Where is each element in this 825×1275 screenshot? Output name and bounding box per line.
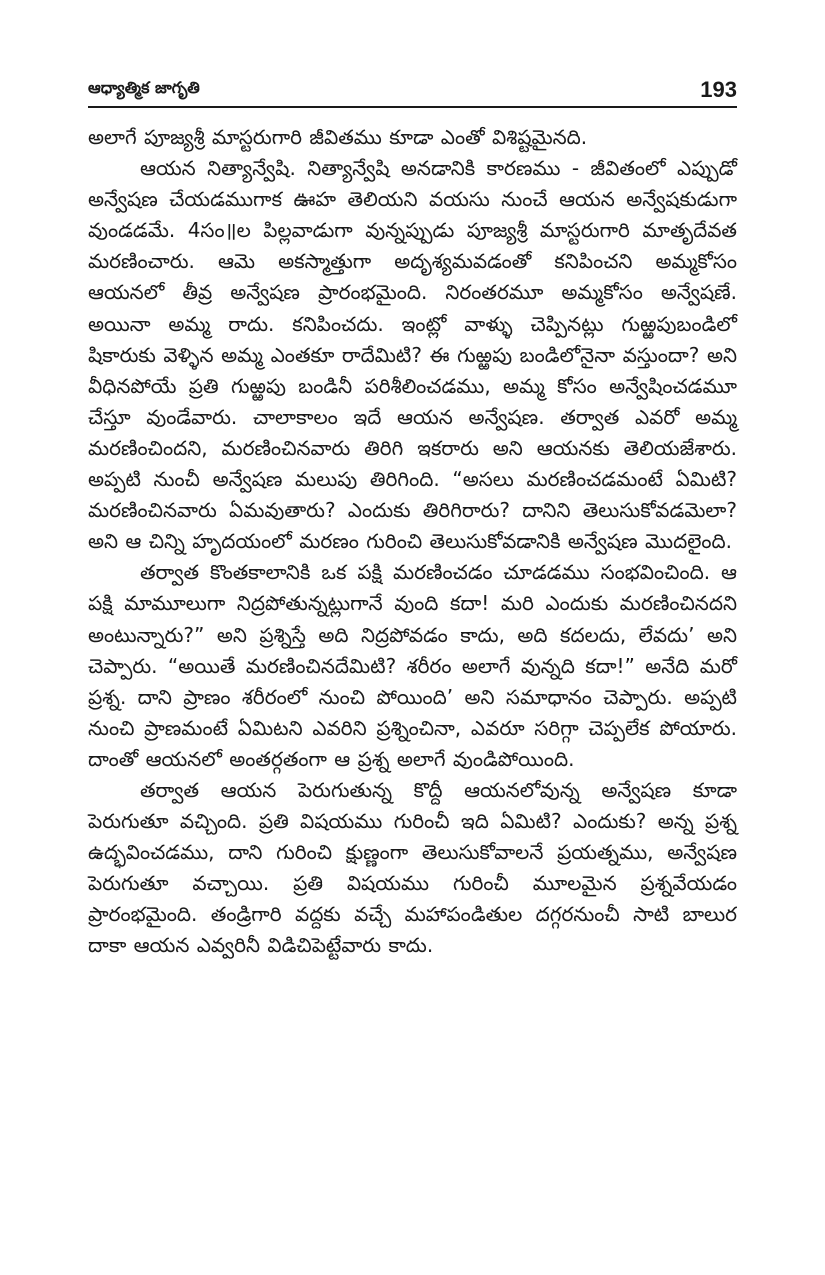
body-text: [88, 122, 737, 962]
page-number: 193: [700, 77, 737, 102]
book-page: [88, 72, 737, 1212]
paragraph: తర్వాత ఆయన పెరుగుతున్న కొద్దీ ఆయనలోవున్న అన్వేషణ కూడా పెరుగుతూ వచ్చింది. ప్రతి విషయము గురించీ ఇది ఏమిటి? ఎందుకు? అన్న ప్రశ్న ఉద్భవించడము, దాని గురించి క్షుణ్ణంగా తెలుసుకోవాలనే ప్రయత్నము, అన్వేషణ పెరుగుతూ వచ్చాయి. ప్రతి విషయము గురించీ మూలమైన ప్రశ్నవేయడం ప్రారంభమైంది. తండ్రిగారి వద్దకు వచ్చే మహాపండితుల దగ్గరనుంచీ సాటి బాలుర దాకా ఆయన ఎవ్వరినీ విడిచిపెట్టేవారు కాదు.: [88, 777, 737, 958]
paragraph: ఆయన నిత్యాన్వేషి. నిత్యాన్వేషి అనడానికి కారణము - జీవితంలో ఎప్పుడో అన్వేషణ చేయడముగాక ఊహ తెలియని వయసు నుంచే ఆయన అన్వేషకుడుగా వుండడమే. 4సం॥ల పిల్లవాడుగా వున్నప్పుడు పూజ్యశ్రీ మాస్టరుగారి మాతృదేవత మరణించారు. ఆమె అకస్మాత్తుగా అదృశ్యమవడంతో కనిపించని అమ్మకోసం ఆయనలో తీవ్ర అన్వేషణ ప్రారంభమైంది. నిరంతరమూ అమ్మకోసం అన్వేషణే. అయినా అమ్మ రాదు. కనిపించదు. ఇంట్లో వాళ్ళు చెప్పినట్లు గుఱ్ఱపుబండిలో షికారుకు వెళ్ళిన అమ్మ ఎంతకూ రాదేమిటి? ఈ గుఱ్ఱపు బండిలోనైనా వస్తుందా? అని వీధినపోయే ప్రతి గుఱ్ఱపు బండినీ పరిశీలించడము, అమ్మ కోసం అన్వేషించడమూ చేస్తూ వుండేవారు. చాలాకాలం ఇదే ఆయన అన్వేషణ. తర్వాత ఎవరో అమ్మ మరణించిందని, మరణించినవారు తిరిగి ఇకరారు అని ఆయనకు తెలియజేశారు. అప్పటి నుంచీ అన్వేషణ మలుపు తిరిగింది. “అసలు మరణించడమంటే ఏమిటి? మరణించినవారు ఏమవుతారు? ఎందుకు తిరిగిరారు? దానిని తెలుసుకోవడమెలా? అని ఆ చిన్ని హృదయంలో మరణం గురించి తెలుసుకోవడానికి అన్వేషణ మొదలైంది.: [88, 156, 737, 554]
running-header: [88, 72, 737, 108]
paragraph: తర్వాత కొంతకాలానికి ఒక పక్షి మరణించడం చూడడము సంభవించింది. ఆ పక్షి మామూలుగా నిద్రపోతున్నట్లుగానే వుంది కదా! మరి ఎందుకు మరణించినదని అంటున్నారు?” అని ప్రశ్నిస్తే అది నిద్రపోవడం కాదు, అది కదలదు, లేవదు’ అని చెప్పారు. “అయితే మరణించినదేమిటి? శరీరం అలాగే వున్నది కదా!” అనేది మరో ప్రశ్న. దాని ప్రాణం శరీరంలో నుంచి పోయింది’ అని సమాధానం చెప్పారు. అప్పటి నుంచి ప్రాణమంటే ఏమిటని ఎవరిని ప్రశ్నించినా, ఎవరూ సరిగ్గా చెప్పలేక పోయారు. దాంతో ఆయనలో అంతర్గతంగా ఆ ప్రశ్న అలాగే వుండిపోయింది.: [88, 560, 737, 771]
running-title: ఆధ్యాత్మిక జాగృతి: [88, 78, 200, 97]
paragraph: అలాగే పూజ్యశ్రీ మాస్టరుగారి జీవితము కూడా ఎంతో విశిష్టమైనది.: [88, 125, 588, 149]
